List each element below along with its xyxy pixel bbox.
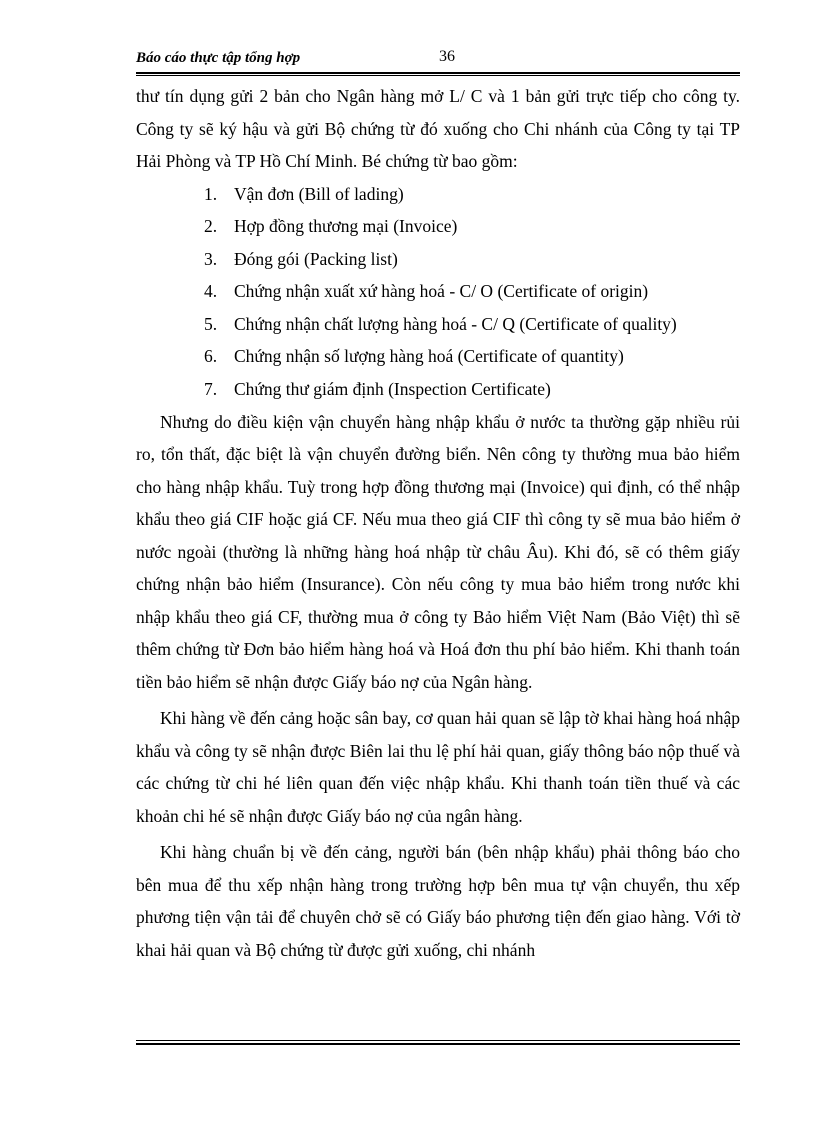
page-body: [136, 80, 740, 966]
list-item-number: 3.: [204, 248, 218, 269]
list-item: [204, 373, 740, 406]
list-item-number: 1.: [204, 183, 218, 204]
paragraph-delivery: Khi hàng chuẩn bị về đến cảng, người bán (bên nhập khẩu) phải thông báo cho bên mua để thu xếp nhận hàng trong trường hợp bên mua tự vận chuyển, thu xếp phương tiện vận tải để chuyên chở sẽ có Giấy báo phương tiện đến giao hàng. Với tờ khai hải quan và Bộ chứng từ được gửi xuống, chi nhánh: [136, 842, 740, 960]
page-header: [136, 46, 740, 74]
list-item-text: Chứng nhận xuất xứ hàng hoá - C/ O (Certificate of origin): [234, 281, 649, 302]
list-item: [204, 275, 740, 308]
document-list: [136, 178, 740, 406]
list-item-number: 2.: [204, 216, 218, 237]
list-item-number: 5.: [204, 313, 218, 334]
list-item-text: Chứng thư giám định (Inspection Certificate): [234, 379, 551, 400]
list-item: [204, 340, 740, 373]
list-item-text: Chứng nhận số lượng hàng hoá (Certificate of quantity): [234, 346, 624, 367]
list-item-text: Hợp đồng thương mại (Invoice): [234, 216, 458, 237]
intro-paragraph: thư tín dụng gửi 2 bản cho Ngân hàng mở L/ C và 1 bản gửi trực tiếp cho công ty. Công ty sẽ ký hậu và gửi Bộ chứng từ đó xuống cho Chi nhánh của Công ty tại TP Hải Phòng và TP Hồ Chí Minh. Bé chứng từ bao gồm:: [136, 86, 740, 171]
paragraph-insurance: Nhưng do điều kiện vận chuyển hàng nhập khẩu ở nước ta thường gặp nhiều rủi ro, tổn thất, đặc biệt là vận chuyển đường biển. Nên công ty thường mua bảo hiểm cho hàng nhập khẩu. Tuỳ trong hợp đồng thương mại (Invoice) qui định, có thể nhập khẩu theo giá CIF hoặc giá CF. Nếu mua theo giá CIF thì công ty sẽ mua bảo hiểm ở nước ngoài (thường là những hàng hoá nhập từ châu Âu). Khi đó, sẽ có thêm giấy chứng nhận bảo hiểm (Insurance). Còn nếu công ty mua bảo hiểm trong nước khi nhập khẩu theo giá CF, thường mua ở công ty Bảo hiểm Việt Nam (Bảo Việt) thì sẽ thêm chứng từ Đơn bảo hiểm hàng hoá và Hoá đơn thu phí bảo hiểm. Khi thanh toán tiền bảo hiểm sẽ nhận được Giấy báo nợ của Ngân hàng.: [136, 411, 740, 692]
list-item-text: Đóng gói (Packing list): [234, 248, 398, 269]
list-item: [204, 308, 740, 341]
list-item: [204, 178, 740, 211]
list-item-text: Chứng nhận chất lượng hàng hoá - C/ Q (Certificate of quality): [234, 313, 677, 334]
list-item-number: 4.: [204, 281, 218, 302]
paragraph-customs: Khi hàng về đến cảng hoặc sân bay, cơ quan hải quan sẽ lập tờ khai hàng hoá nhập khẩu và công ty sẽ nhận được Biên lai thu lệ phí hải quan, giấy thông báo nộp thuế và các chứng từ chi hé liên quan đến việc nhập khẩu. Khi thanh toán tiền thuế và các khoản chi hé sẽ nhận được Giấy báo nợ của ngân hàng.: [136, 708, 740, 826]
list-item-number: 7.: [204, 379, 218, 400]
header-divider: [136, 72, 740, 76]
footer-divider: [136, 1040, 740, 1045]
page-number: 36: [439, 48, 455, 65]
list-item-number: 6.: [204, 346, 218, 367]
list-item: [204, 243, 740, 276]
list-item: [204, 210, 740, 243]
header-title: Báo cáo thực tập tổng hợp: [136, 50, 301, 66]
list-item-text: Vận đơn (Bill of lading): [234, 183, 404, 204]
